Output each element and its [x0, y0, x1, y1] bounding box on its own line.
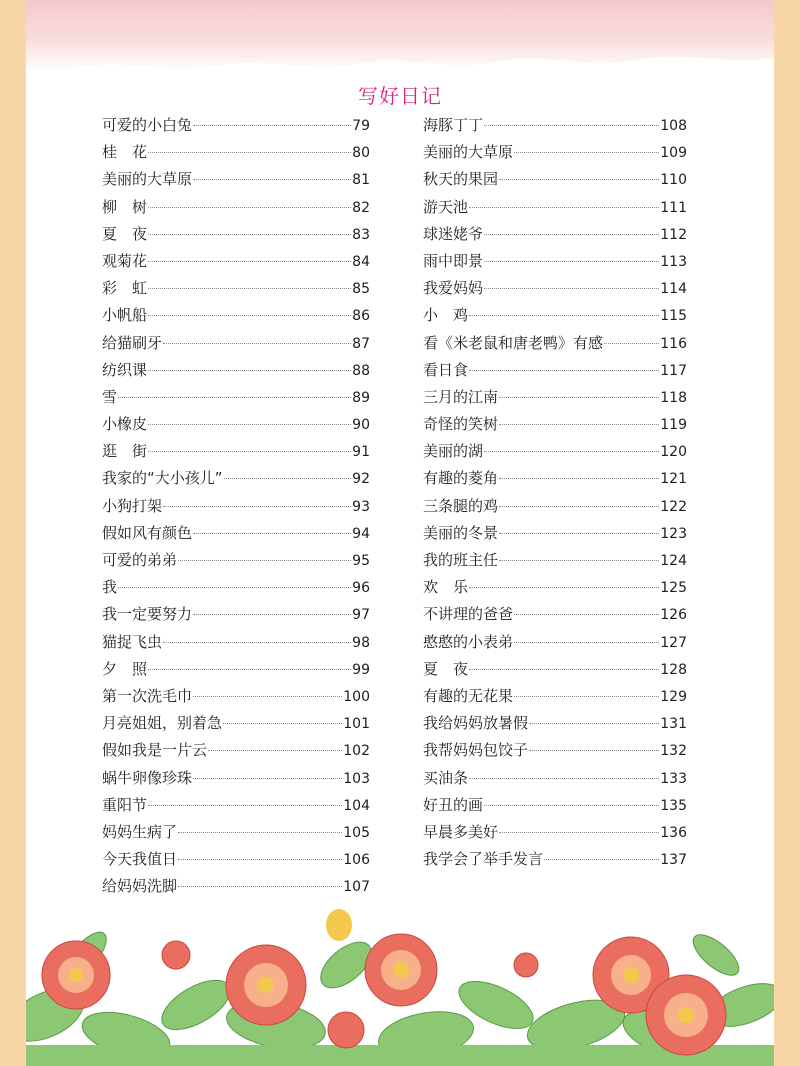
toc-entry-title: 假如我是一片云	[102, 741, 208, 760]
dot-leader	[499, 478, 659, 479]
dot-leader	[148, 669, 351, 670]
toc-entry-page: 87	[352, 335, 370, 352]
toc-entry[interactable]	[423, 413, 687, 440]
dot-leader	[193, 614, 351, 615]
toc-entry-title: 桂 花	[102, 143, 148, 162]
dot-leader	[178, 832, 342, 833]
dot-leader	[484, 288, 659, 289]
toc-entry-title: 买油条	[423, 768, 469, 787]
toc-entry[interactable]	[423, 685, 687, 712]
toc-entry-title: 纺织课	[102, 360, 148, 379]
dot-leader	[499, 424, 659, 425]
toc-entry[interactable]	[423, 658, 687, 685]
toc-entry-page: 101	[343, 716, 370, 733]
dot-leader	[469, 778, 659, 779]
toc-entry-page: 121	[660, 471, 687, 488]
toc-entry-page: 115	[660, 308, 687, 325]
toc-entry-title: 猫捉飞虫	[102, 632, 163, 651]
toc-entry[interactable]	[102, 685, 370, 712]
toc-entry-page: 124	[660, 553, 687, 569]
dot-leader	[484, 261, 659, 262]
toc-entry-title: 憨憨的小表弟	[423, 632, 514, 651]
dot-leader	[148, 424, 351, 425]
toc-entry-title: 彩 虹	[102, 279, 148, 298]
dot-leader	[514, 696, 659, 697]
toc-entry[interactable]	[102, 304, 370, 331]
toc-entry[interactable]	[102, 413, 370, 440]
toc-entry[interactable]	[102, 631, 370, 658]
toc-entry-page: 133	[660, 770, 687, 787]
dot-leader	[148, 234, 351, 235]
toc-entry-page: 94	[352, 525, 370, 542]
toc-entry[interactable]	[102, 603, 370, 630]
toc-entry-page: 86	[352, 308, 370, 325]
dot-leader	[148, 370, 351, 371]
toc-entry-title: 小橡皮	[102, 415, 148, 434]
toc-entry[interactable]	[102, 196, 370, 223]
toc-entry[interactable]	[423, 168, 687, 195]
toc-entry[interactable]	[102, 168, 370, 195]
toc-entry[interactable]	[102, 332, 370, 359]
dot-leader	[178, 560, 351, 561]
dot-leader	[499, 560, 659, 561]
toc-entry-page: 81	[352, 172, 370, 189]
toc-entry[interactable]	[423, 522, 687, 549]
toc-entry-page: 88	[352, 362, 370, 379]
toc-entry-page: 125	[660, 580, 687, 597]
toc-entry[interactable]	[102, 467, 370, 494]
toc-entry-page: 99	[352, 661, 370, 678]
toc-entry[interactable]	[102, 821, 370, 848]
dot-leader	[544, 859, 659, 860]
toc-entry-page: 119	[660, 417, 687, 434]
dot-leader	[163, 642, 351, 643]
dot-leader	[469, 669, 659, 670]
toc-entry-title: 可爱的小白兔	[102, 116, 193, 134]
toc-entry[interactable]	[102, 440, 370, 467]
toc-entry[interactable]	[423, 196, 687, 223]
toc-entry-page: 80	[352, 145, 370, 162]
toc-entry-page: 135	[660, 797, 687, 814]
toc-entry-title: 奇怪的笑树	[423, 415, 499, 434]
dot-leader	[469, 370, 659, 371]
toc-entry-page: 93	[352, 498, 370, 515]
toc-entry[interactable]	[423, 767, 687, 794]
dot-leader	[484, 805, 659, 806]
toc-entry[interactable]	[423, 304, 687, 331]
dot-leader	[499, 506, 659, 507]
dot-leader	[529, 723, 659, 724]
toc-entry[interactable]	[102, 250, 370, 277]
dot-leader	[484, 451, 659, 452]
toc-entry-page: 123	[660, 525, 687, 542]
dot-leader	[193, 179, 351, 180]
dot-leader	[148, 152, 351, 153]
dot-leader	[193, 125, 351, 126]
toc-entry-page: 90	[352, 417, 370, 434]
toc-entry-title: 柳 树	[102, 197, 148, 216]
toc-entry-title: 今天我值日	[102, 850, 178, 869]
toc-entry[interactable]	[423, 549, 687, 576]
dot-leader	[529, 750, 659, 751]
dot-leader	[148, 805, 342, 806]
toc-entry-page: 118	[660, 389, 687, 406]
toc-entry-title: 美丽的大草原	[102, 170, 193, 189]
toc-entry-page: 79	[352, 118, 370, 134]
toc-entry-title: 不讲理的爸爸	[423, 605, 514, 624]
dot-leader	[223, 723, 342, 724]
toc-entry-page: 113	[660, 253, 687, 270]
toc-entry-title: 我学会了举手发言	[423, 850, 544, 869]
dot-leader	[148, 315, 351, 316]
toc-entry[interactable]	[102, 495, 370, 522]
toc-entry[interactable]	[102, 712, 370, 739]
toc-entry-title: 球迷姥爷	[423, 224, 484, 243]
toc-entry-page: 84	[352, 253, 370, 270]
toc-entry-title: 好丑的画	[423, 795, 484, 814]
toc-entry[interactable]	[102, 359, 370, 386]
dot-leader	[604, 343, 659, 344]
toc-entry-title: 看《米老鼠和唐老鸭》有感	[423, 333, 604, 352]
toc-entry-page: 114	[660, 281, 687, 298]
toc-entry[interactable]	[423, 495, 687, 522]
toc-entry-page: 128	[660, 661, 687, 678]
toc-entry-page: 129	[660, 688, 687, 705]
toc-entry-title: 小狗打架	[102, 496, 163, 515]
toc-entry-page: 131	[660, 716, 687, 733]
dot-leader	[148, 451, 351, 452]
toc-entry-page: 95	[352, 553, 370, 569]
toc-entry-title: 重阳节	[102, 795, 148, 814]
toc-entry-title: 雪	[102, 387, 118, 406]
toc-entry[interactable]	[102, 386, 370, 413]
toc-entry-page: 107	[343, 879, 370, 896]
toc-entry-title: 我给妈妈放暑假	[423, 714, 529, 733]
toc-entry[interactable]	[423, 440, 687, 467]
toc-entry-title: 我	[102, 578, 118, 597]
toc-entry[interactable]	[423, 848, 687, 875]
toc-entry-page: 92	[352, 471, 370, 488]
toc-entry-title: 早晨多美好	[423, 822, 499, 841]
toc-entry-page: 137	[660, 852, 687, 869]
dot-leader	[514, 152, 659, 153]
toc-entry-title: 蜗牛卵像珍珠	[102, 768, 193, 787]
toc-entry-page: 127	[660, 634, 687, 651]
toc-entry-title: 我的班主任	[423, 551, 499, 569]
toc-entry[interactable]	[423, 359, 687, 386]
toc-entry-page: 98	[352, 634, 370, 651]
toc-entry-title: 海豚丁丁	[423, 116, 484, 134]
toc-entry-title: 三条腿的鸡	[423, 496, 499, 515]
toc-entry-title: 游天池	[423, 197, 469, 216]
toc-entry[interactable]	[423, 141, 687, 168]
dot-leader	[499, 533, 659, 534]
toc-entry[interactable]	[423, 739, 687, 766]
toc-entry-title: 逛 街	[102, 442, 148, 461]
toc-entry[interactable]	[423, 467, 687, 494]
toc-entry-page: 97	[352, 607, 370, 624]
dot-leader	[178, 886, 342, 887]
dot-leader	[163, 506, 351, 507]
toc-entry-title: 雨中即景	[423, 251, 484, 270]
toc-entry-title: 妈妈生病了	[102, 822, 178, 841]
dot-leader	[484, 125, 659, 126]
dot-leader	[148, 261, 351, 262]
dot-leader	[469, 315, 659, 316]
dot-leader	[499, 179, 659, 180]
toc-entry-page: 106	[343, 852, 370, 869]
toc-entry[interactable]	[102, 522, 370, 549]
section-title: 写好日记	[358, 84, 442, 108]
toc-entry[interactable]	[423, 332, 687, 359]
dot-leader	[208, 750, 342, 751]
toc-entry-title: 我家的“大小孩儿”	[102, 469, 223, 488]
toc-column-right	[423, 114, 687, 875]
dot-leader	[224, 478, 352, 479]
toc-entry[interactable]	[102, 576, 370, 603]
toc-entry[interactable]	[102, 223, 370, 250]
dot-leader	[469, 587, 659, 588]
toc-entry-title: 夕 照	[102, 659, 148, 678]
toc-entry-page: 100	[343, 688, 370, 705]
toc-entry-title: 我帮妈妈包饺子	[423, 741, 529, 760]
toc-entry[interactable]	[102, 794, 370, 821]
toc-entry-title: 美丽的湖	[423, 442, 484, 461]
toc-entry-title: 假如风有颜色	[102, 523, 193, 542]
toc-entry-page: 136	[660, 824, 687, 841]
toc-entry-page: 120	[660, 444, 687, 461]
toc-entry-title: 我爱妈妈	[423, 279, 484, 298]
toc-entry[interactable]	[423, 386, 687, 413]
peony-flowers-decoration	[26, 895, 774, 1066]
toc-entry-page: 126	[660, 607, 687, 624]
toc-entry-title: 看日食	[423, 360, 469, 379]
dot-leader	[514, 614, 659, 615]
toc-entry-page: 116	[660, 335, 687, 352]
dot-leader	[193, 778, 342, 779]
dot-leader	[484, 234, 659, 235]
toc-entry-title: 小 鸡	[423, 306, 469, 325]
toc-entry-page: 82	[352, 199, 370, 216]
toc-entry-title: 三月的江南	[423, 387, 499, 406]
toc-entry-title: 欢 乐	[423, 578, 469, 597]
toc-entry-title: 美丽的大草原	[423, 143, 514, 162]
toc-entry[interactable]	[423, 114, 687, 141]
toc-entry-page: 83	[352, 226, 370, 243]
dot-leader	[193, 533, 351, 534]
toc-entry-title: 观菊花	[102, 251, 148, 270]
toc-entry-page: 96	[352, 580, 370, 597]
toc-entry[interactable]	[423, 794, 687, 821]
toc-entry-title: 夏 夜	[102, 224, 148, 243]
toc-entry-page: 104	[343, 797, 370, 814]
toc-entry-page: 112	[660, 226, 687, 243]
toc-entry[interactable]	[102, 739, 370, 766]
toc-entry-title: 美丽的冬景	[423, 523, 499, 542]
toc-entry-title: 有趣的菱角	[423, 469, 499, 488]
toc-entry[interactable]	[102, 141, 370, 168]
toc-entry-title: 给猫刷牙	[102, 333, 163, 352]
toc-entry[interactable]	[102, 767, 370, 794]
toc-entry-title: 给妈妈洗脚	[102, 877, 178, 896]
toc-entry[interactable]	[423, 576, 687, 603]
toc-entry-title: 我一定要努力	[102, 605, 193, 624]
dot-leader	[499, 397, 659, 398]
toc-entry-page: 108	[660, 118, 687, 134]
toc-entry[interactable]	[102, 277, 370, 304]
toc-entry-page: 122	[660, 498, 687, 515]
toc-entry-title: 第一次洗毛巾	[102, 686, 193, 705]
toc-entry[interactable]	[423, 223, 687, 250]
toc-entry[interactable]	[102, 549, 370, 576]
toc-entry[interactable]	[102, 658, 370, 685]
toc-entry-page: 105	[343, 824, 370, 841]
toc-entry-title: 月亮姐姐，别着急	[102, 714, 223, 733]
dot-leader	[148, 288, 351, 289]
toc-entry-page: 132	[660, 743, 687, 760]
toc-entry-page: 111	[660, 199, 687, 216]
toc-entry-title: 秋天的果园	[423, 170, 499, 189]
toc-entry[interactable]	[102, 114, 370, 141]
dot-leader	[163, 343, 351, 344]
toc-page	[26, 0, 774, 1066]
toc-entry-title: 有趣的无花果	[423, 686, 514, 705]
toc-entry-title: 夏 夜	[423, 659, 469, 678]
toc-entry-page: 89	[352, 389, 370, 406]
dot-leader	[193, 696, 342, 697]
dot-leader	[499, 832, 659, 833]
dot-leader	[118, 587, 351, 588]
dot-leader	[514, 642, 659, 643]
dot-leader	[469, 207, 659, 208]
toc-entry-page: 102	[343, 743, 370, 760]
toc-entry-page: 109	[660, 145, 687, 162]
toc-entry-page: 117	[660, 362, 687, 379]
toc-column-left	[102, 114, 370, 902]
toc-entry[interactable]	[423, 712, 687, 739]
toc-entry[interactable]	[423, 250, 687, 277]
dot-leader	[178, 859, 342, 860]
toc-entry-page: 91	[352, 444, 370, 461]
toc-entry[interactable]	[423, 821, 687, 848]
toc-entry[interactable]	[423, 603, 687, 630]
toc-entry[interactable]	[423, 631, 687, 658]
toc-entry-title: 可爱的弟弟	[102, 551, 178, 569]
dot-leader	[118, 397, 351, 398]
toc-entry[interactable]	[423, 277, 687, 304]
toc-entry-title: 小帆船	[102, 306, 148, 325]
toc-entry-page: 110	[660, 172, 687, 189]
toc-entry-page: 103	[343, 770, 370, 787]
dot-leader	[148, 207, 351, 208]
toc-entry[interactable]	[102, 848, 370, 875]
toc-entry-page: 85	[352, 281, 370, 298]
